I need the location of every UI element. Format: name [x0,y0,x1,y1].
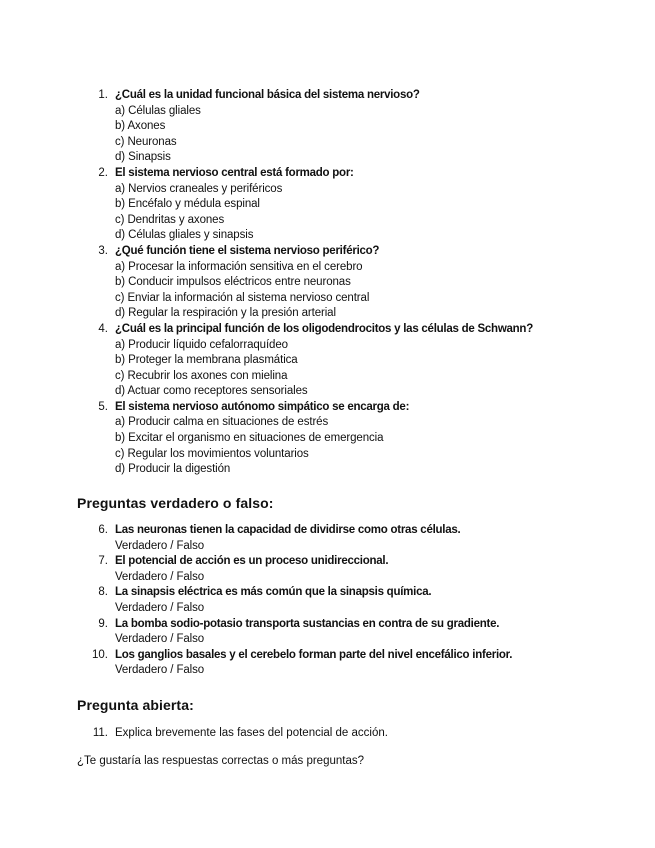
option-c: c) Regular los movimientos voluntarios [115,447,309,460]
option-d: d) Regular la respiración y la presión arterial [115,307,336,320]
option-c: c) Dendritas y axones [115,213,225,226]
option-b: b) Excitar el organismo en situaciones de emergencia [115,432,384,445]
option-b: b) Encéfalo y médula espinal [115,198,260,211]
true-false-answer: Verdadero / Falso [115,570,205,583]
option-d: d) Células gliales y sinapsis [115,229,254,242]
true-false-answer: Verdadero / Falso [115,664,205,677]
option-a: a) Producir líquido cefalorraquídeo [115,338,288,351]
question-number: 9. [98,617,108,630]
question-9 [0,617,655,648]
option-b: b) Conducir impulsos eléctricos entre neuronas [115,276,351,289]
option-d: d) Sinapsis [115,151,171,164]
question-5 [0,400,655,478]
option-c: c) Recubrir los axones con mielina [115,369,288,382]
question-3 [0,244,655,322]
option-d: d) Producir la digestión [115,463,231,476]
question-2 [0,166,655,244]
question-number: 7. [98,555,108,568]
true-false-answer: Verdadero / Falso [115,633,205,646]
option-a: a) Nervios craneales y periféricos [115,182,283,195]
question-number: 6. [98,524,108,536]
multiple-choice-list [0,88,655,478]
question-number: 4. [98,322,108,335]
option-c: c) Enviar la información al sistema nervioso central [115,291,370,304]
question-number: 2. [98,166,108,179]
true-false-answer: Verdadero / Falso [115,601,205,614]
option-a: a) Procesar la información sensitiva en el cerebro [115,260,363,273]
question-text: El potencial de acción es un proceso unidireccional. [115,555,389,568]
question-4 [0,322,655,400]
question-number: 8. [98,586,108,599]
question-text: El sistema nervioso autónomo simpático se encarga de: [115,400,410,413]
true-false-answer: Verdadero / Falso [115,539,205,552]
option-c: c) Neuronas [115,135,177,148]
option-a: a) Producir calma en situaciones de estrés [115,416,329,429]
closing-question: ¿Te gustaría las respuestas correctas o más preguntas? [77,755,365,767]
question-text: ¿Qué función tiene el sistema nervioso periférico? [115,244,380,257]
question-number: 3. [98,244,108,257]
question-11 [0,726,655,742]
question-number: 5. [98,400,108,413]
question-text: ¿Cuál es la principal función de los oligodendrocitos y las células de Schwann? [115,322,533,335]
question-text: Explica brevemente las fases del potencial de acción. [115,727,388,739]
true-false-heading: Preguntas verdadero o falso: [77,495,274,511]
question-text: Las neuronas tienen la capacidad de dividirse como otras células. [115,524,461,536]
option-b: b) Axones [115,120,166,133]
question-number: 1. [98,89,108,101]
open-question-heading: Pregunta abierta: [77,697,194,713]
question-number: 10. [92,648,108,661]
question-7 [0,554,655,585]
question-text: El sistema nervioso central está formado por: [115,166,354,179]
question-number: 11. [92,727,108,739]
option-d: d) Actuar como receptores sensoriales [115,385,308,398]
true-false-list [0,523,655,679]
question-1 [0,88,655,166]
question-text: Los ganglios basales y el cerebelo forman parte del nivel encefálico inferior. [115,648,513,661]
question-text: ¿Cuál es la unidad funcional básica del sistema nervioso? [115,89,420,101]
question-8 [0,585,655,616]
question-text: La bomba sodio-potasio transporta sustancias en contra de su gradiente. [115,617,500,630]
open-question-list [0,726,655,742]
question-10 [0,648,655,679]
question-6 [0,523,655,554]
option-a: a) Células gliales [115,104,201,117]
question-text: La sinapsis eléctrica es más común que la sinapsis química. [115,586,432,599]
option-b: b) Proteger la membrana plasmática [115,354,298,367]
